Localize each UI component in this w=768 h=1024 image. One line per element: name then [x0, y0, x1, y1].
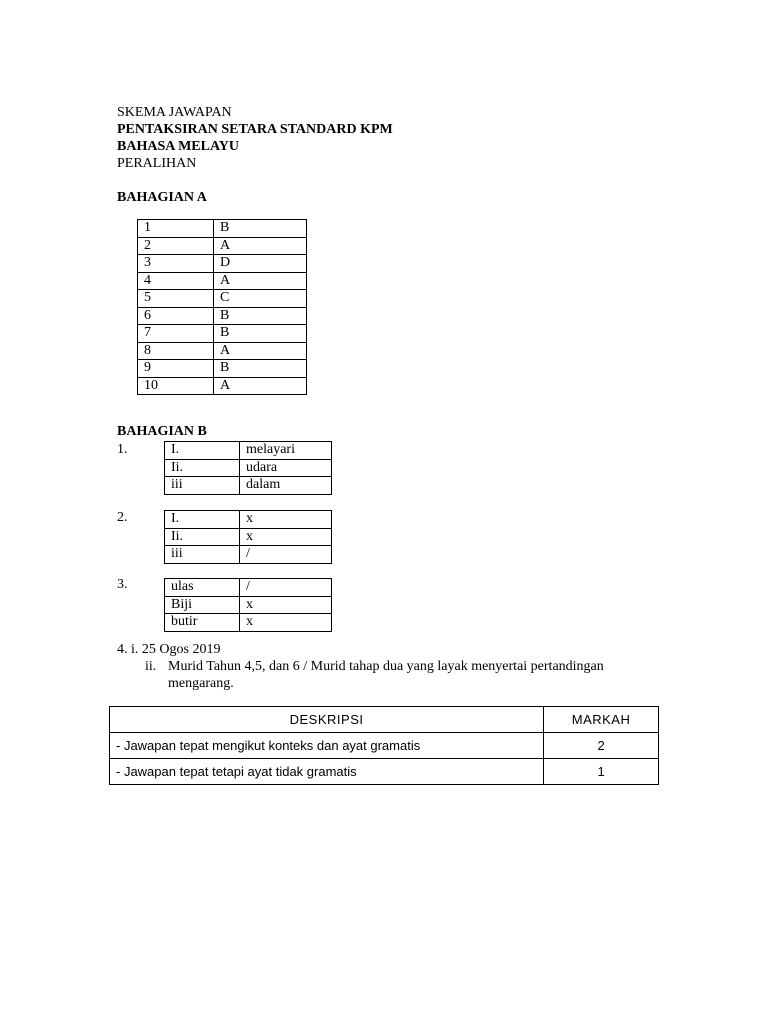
question-4-part-ii-line-1: Murid Tahun 4,5, dan 6 / Murid tahap dua yang layak menyertai pertandingan	[168, 659, 604, 674]
table-row	[165, 614, 332, 632]
table-cell: x	[240, 614, 332, 632]
header-description: DESKRIPSI	[110, 707, 544, 733]
answer-cell: B	[214, 307, 307, 325]
table-cell: Ii.	[165, 459, 240, 477]
answer-cell: A	[214, 237, 307, 255]
table-row	[138, 360, 307, 378]
question-number-cell: 5	[138, 290, 214, 308]
table-row	[165, 459, 332, 477]
table-cell: x	[240, 511, 332, 529]
section-a-table	[137, 219, 307, 395]
table-row	[165, 579, 332, 597]
description-cell: - Jawapan tepat mengikut konteks dan ayat gramatis	[110, 733, 544, 759]
question-number-cell: 9	[138, 360, 214, 378]
table-row	[138, 377, 307, 395]
answer-cell: B	[214, 325, 307, 343]
table-cell: iii	[165, 477, 240, 495]
question-number-cell: 4	[138, 272, 214, 290]
section-b-title: BAHAGIAN B	[117, 424, 207, 439]
question-4-part-ii-text	[168, 658, 604, 692]
table-row	[138, 255, 307, 273]
question-2-table	[164, 510, 332, 564]
question-3-table	[164, 578, 332, 632]
table-cell: dalam	[240, 477, 332, 495]
answer-cell: B	[214, 360, 307, 378]
question-2-number: 2.	[117, 510, 128, 525]
marks-table	[109, 706, 659, 785]
answer-cell: A	[214, 377, 307, 395]
table-cell: ulas	[165, 579, 240, 597]
table-row	[138, 272, 307, 290]
description-cell: - Jawapan tepat tetapi ayat tidak gramatis	[110, 759, 544, 785]
header-line-2: PENTAKSIRAN SETARA STANDARD KPM	[117, 122, 393, 137]
answer-cell: C	[214, 290, 307, 308]
table-cell: I.	[165, 511, 240, 529]
table-cell: melayari	[240, 442, 332, 460]
table-row	[165, 442, 332, 460]
header-line-4: PERALIHAN	[117, 156, 197, 171]
table-row	[165, 477, 332, 495]
table-cell: Biji	[165, 596, 240, 614]
marks-cell: 2	[544, 733, 659, 759]
table-row	[138, 307, 307, 325]
table-row	[165, 528, 332, 546]
answer-cell: D	[214, 255, 307, 273]
table-cell: iii	[165, 546, 240, 564]
table-cell: x	[240, 528, 332, 546]
question-4-part-ii-label: ii.	[145, 659, 157, 674]
table-cell: x	[240, 596, 332, 614]
table-cell: Ii.	[165, 528, 240, 546]
question-number-cell: 3	[138, 255, 214, 273]
header	[117, 104, 393, 172]
table-row	[110, 733, 659, 759]
table-row	[138, 290, 307, 308]
table-row	[138, 237, 307, 255]
answer-cell: A	[214, 272, 307, 290]
question-3-number: 3.	[117, 577, 128, 592]
table-row	[165, 546, 332, 564]
table-row	[165, 596, 332, 614]
question-number-cell: 6	[138, 307, 214, 325]
table-row	[138, 220, 307, 238]
table-row	[138, 342, 307, 360]
section-a-title: BAHAGIAN A	[117, 190, 207, 205]
question-number-cell: 8	[138, 342, 214, 360]
question-1-table	[164, 441, 332, 495]
table-cell: udara	[240, 459, 332, 477]
table-row	[110, 759, 659, 785]
marks-table-header-row	[110, 707, 659, 733]
header-line-1: SKEMA JAWAPAN	[117, 105, 232, 120]
table-cell: /	[240, 579, 332, 597]
header-marks: MARKAH	[544, 707, 659, 733]
question-number-cell: 1	[138, 220, 214, 238]
question-1-number: 1.	[117, 442, 128, 457]
table-cell: butir	[165, 614, 240, 632]
marks-cell: 1	[544, 759, 659, 785]
question-4-part-ii-line-2: mengarang.	[168, 676, 234, 691]
question-number-cell: 10	[138, 377, 214, 395]
answer-cell: B	[214, 220, 307, 238]
table-cell: /	[240, 546, 332, 564]
question-number-cell: 7	[138, 325, 214, 343]
header-line-3: BAHASA MELAYU	[117, 139, 240, 154]
table-row	[165, 511, 332, 529]
table-row	[138, 325, 307, 343]
question-4-part-i: 4. i. 25 Ogos 2019	[117, 642, 221, 657]
table-cell: I.	[165, 442, 240, 460]
answer-cell: A	[214, 342, 307, 360]
question-number-cell: 2	[138, 237, 214, 255]
